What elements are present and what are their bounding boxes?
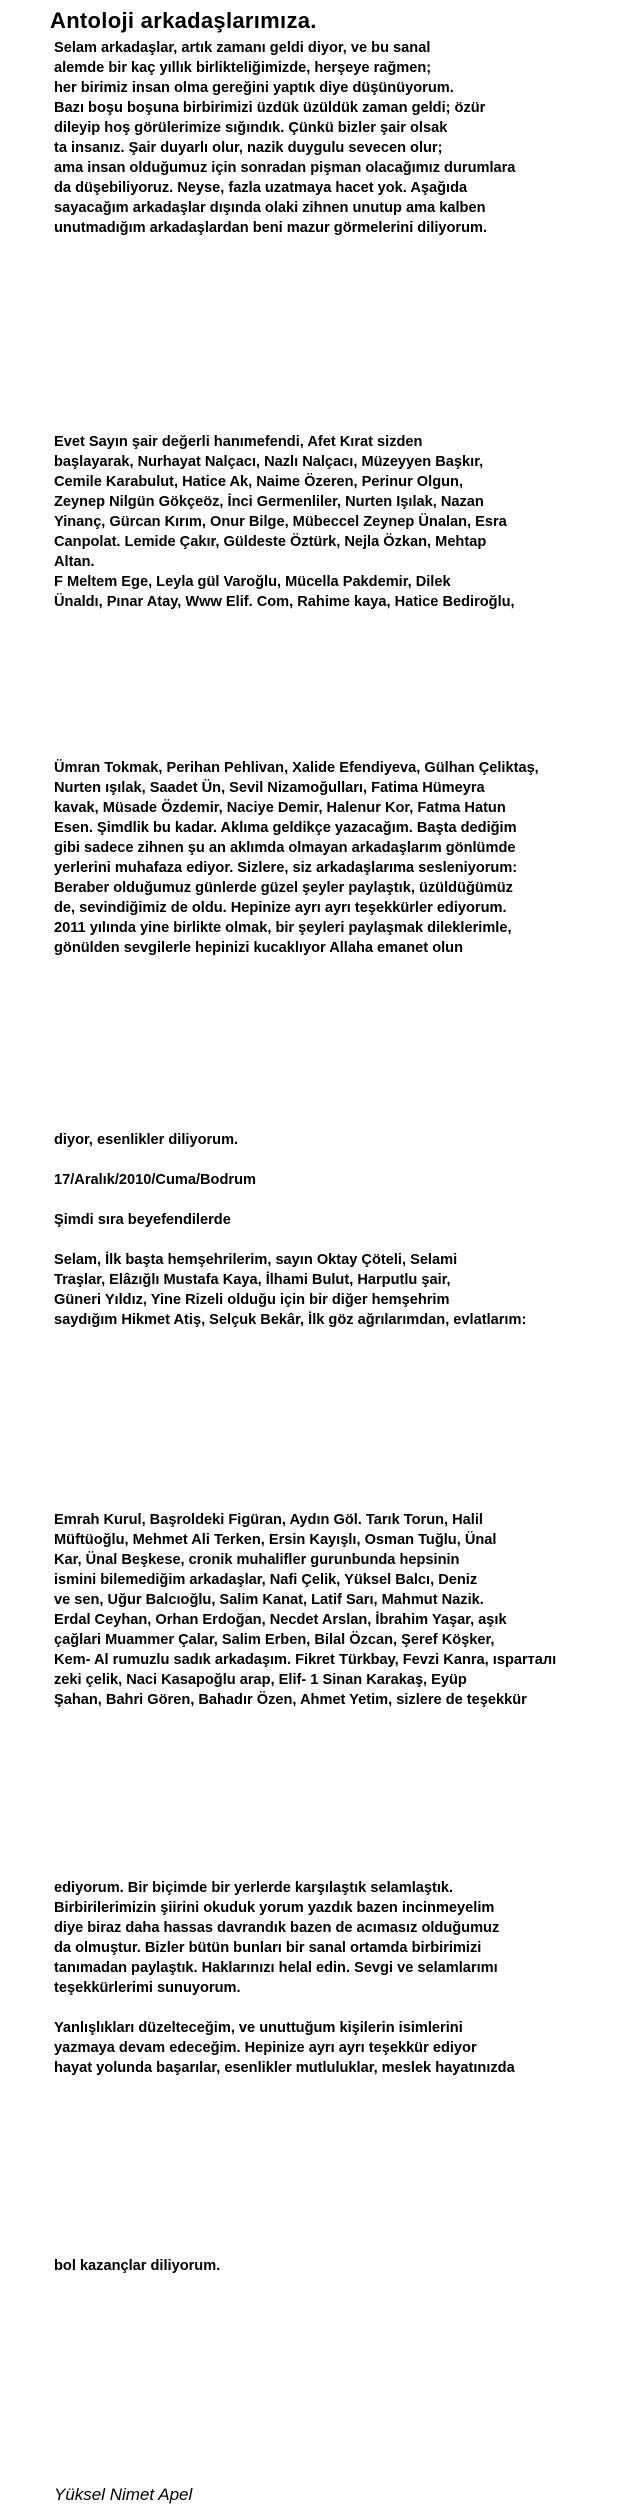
text-line: Erdal Ceyhan, Orhan Erdoğan, Necdet Arslan, İbrahim Yaşar, aşık xyxy=(54,1612,507,1628)
text-line: alemde bir kaç yıllık birlikteliğimizde, herşeye rağmen; xyxy=(54,60,432,76)
text-line: Birbirilerimizin şiirini okuduk yorum yazdık bazen incinmeyelim xyxy=(54,1900,495,1916)
text-line: hayat yolunda başarılar, esenlikler mutluluklar, meslek hayatınızda xyxy=(54,2060,515,2076)
text-line: da düşebiliyoruz. Neyse, fazla uzatmaya hacet yok. Aşağıda xyxy=(54,180,468,196)
text-line xyxy=(54,1998,630,2018)
text-line: Kar, Ünal Beşkese, cronik muhalifler gurunbunda hepsinin xyxy=(54,1552,460,1568)
text-line: ama insan olduğumuz için sonradan pişman olacağımız durumlara xyxy=(54,160,516,176)
text-line: her birimiz insan olma gereğini yaptık diye düşünüyorum. xyxy=(54,80,454,96)
text-line: Beraber olduğumuz günlerde güzel şeyler paylaştık, üzüldüğümüz xyxy=(54,880,513,896)
text-line: F Meltem Ege, Leyla gül Varoğlu, Mücella Pakdemir, Dilek xyxy=(54,574,451,590)
text-line: da olmuştur. Bizler bütün bunları bir sanal ortamda birbirimizi xyxy=(54,1940,482,1956)
text-line: de, sevindiğimiz de oldu. Hepinize ayrı ayrı teşekkürler ediyorum. xyxy=(54,900,507,916)
text-line: bol kazançlar diliyorum. xyxy=(54,2258,221,2274)
text-line: Evet Sayın şair değerli hanımefendi, Afet Kırat sizden xyxy=(54,434,423,450)
text-line xyxy=(54,1150,630,1170)
paragraph-intro xyxy=(54,38,630,238)
text-line: ta insanız. Şair duyarlı olur, nazik duygulu sevecen olur; xyxy=(54,140,443,156)
text-line: dileyip hoş görülerimize sığındık. Çünkü bizler şair olsak xyxy=(54,120,448,136)
paragraph-gentlemen-names xyxy=(54,1510,630,1710)
text-line: yazmaya devam edeceğim. Hepinize ayrı ayrı teşekkür ediyor xyxy=(54,2040,477,2056)
text-line: yerlerini muhafaza ediyor. Sizlere, siz arkadaşlarıma sesleniyorum: xyxy=(54,860,518,876)
text-line: 17/Aralık/2010/Cuma/Bodrum xyxy=(54,1172,256,1188)
text-line: Selam, İlk başta hemşehrilerim, sayın Oktay Çöteli, Selami xyxy=(54,1252,458,1268)
paragraph-thanks xyxy=(54,1878,630,2078)
text-line: sayacağım arkadaşlar dışında olaki zihnen unutup ama kalben xyxy=(54,200,486,216)
text-line: diyor, esenlikler diliyorum. xyxy=(54,1132,239,1148)
text-line: kavak, Müsade Özdemir, Naciye Demir, Halenur Kor, Fatma Hatun xyxy=(54,800,506,816)
text-line: Şimdi sıra beyefendilerde xyxy=(54,1212,231,1228)
text-line: Altan. xyxy=(54,554,95,570)
text-line: Müftüoğlu, Mehmet Ali Terken, Ersin Kayışlı, Osman Tuğlu, Ünal xyxy=(54,1532,497,1548)
text-line: unutmadığım arkadaşlardan beni mazur görmelerini diliyorum. xyxy=(54,220,488,236)
text-line xyxy=(54,1230,630,1250)
paragraph-closing xyxy=(54,2256,630,2276)
text-line: Traşlar, Elâzığlı Mustafa Kaya, İlhami Bulut, Harputlu şair, xyxy=(54,1272,451,1288)
text-line: saydığım Hikmet Atiş, Selçuk Bekâr, İlk göz ağrılarımdan, evlatlarım: xyxy=(54,1312,527,1328)
page-title: Antoloji arkadaşlarımıza. xyxy=(50,8,317,33)
paragraph-date-gentlemen xyxy=(54,1130,630,1330)
text-line: Ünaldı, Pınar Atay, Www Elif. Com, Rahime kaya, Hatice Bediroğlu, xyxy=(54,594,515,610)
text-line: gibi sadece zihnen şu an aklımda olmayan arkadaşlarım gönlümde xyxy=(54,840,516,856)
text-line: gönülden sevgilerle hepinizi kucaklıyor Allaha emanet olun xyxy=(54,940,463,956)
paragraph-ladies-2 xyxy=(54,758,630,958)
text-line: 2011 yılında yine birlikte olmak, bir şeyleri paylaşmak dileklerimle, xyxy=(54,920,512,936)
text-line: Nurten ışılak, Saadet Ün, Sevil Nizamoğulları, Fatima Hümeyra xyxy=(54,780,485,796)
text-line: çağlari Muammer Çalar, Salim Erben, Bilal Özcan, Şeref Köşker, xyxy=(54,1632,495,1648)
text-line: Güneri Yıldız, Yine Rizeli olduğu için bir diğer hemşehrim xyxy=(54,1292,450,1308)
text-line: Esen. Şimdlik bu kadar. Aklıma geldikçe yazacağım. Başta dediğim xyxy=(54,820,517,836)
paragraph-ladies-1 xyxy=(54,432,630,612)
text-line: Zeynep Nilgün Gökçeöz, İnci Germenliler, Nurten Işılak, Nazan xyxy=(54,494,484,510)
text-line: başlayarak, Nurhayat Nalçacı, Nazlı Nalçacı, Müzeyyen Başkır, xyxy=(54,454,484,470)
text-line: Yinanç, Gürcan Kırım, Onur Bilge, Mübeccel Zeynep Ünalan, Esra xyxy=(54,514,507,530)
text-line xyxy=(54,1190,630,1210)
text-line: tanımadan paylaştık. Haklarınızı helal edin. Sevgi ve selamlarımı xyxy=(54,1960,498,1976)
text-line: diye biraz daha hassas davrandık bazen de acımasız olduğumuz xyxy=(54,1920,500,1936)
text-line: ediyorum. Bir biçimde bir yerlerde karşılaştık selamlaştık. xyxy=(54,1880,454,1896)
text-line: Şahan, Bahri Gören, Bahadır Özen, Ahmet Yetim, sizlere de teşekkür xyxy=(54,1692,527,1708)
author-signature: Yüksel Nimet Apel xyxy=(54,2485,193,2504)
text-line: Kem- Al rumuzlu sadık arkadaşım. Fikret Türkbay, Fevzi Kanra, ısparталı xyxy=(54,1652,557,1668)
text-line: teşekkürlerimi sunuyorum. xyxy=(54,1980,241,1996)
text-line: zeki çelik, Naci Kasapoğlu arap, Elif- 1 Sinan Karakaş, Eyüp xyxy=(54,1672,467,1688)
text-line: Emrah Kurul, Başroldeki Figüran, Aydın Göl. Tarık Torun, Halil xyxy=(54,1512,483,1528)
text-line: Yanlışlıkları düzelteceğim, ve unuttuğum kişilerin isimlerini xyxy=(54,2020,463,2036)
text-line: Cemile Karabulut, Hatice Ak, Naime Özeren, Perinur Olgun, xyxy=(54,474,464,490)
text-line: Bazı boşu boşuna birbirimizi üzdük üzüldük zaman geldi; özür xyxy=(54,100,486,116)
text-line: ve sen, Uğur Balcıoğlu, Salim Kanat, Latif Sarı, Mahmut Nazik. xyxy=(54,1592,484,1608)
text-line: Selam arkadaşlar, artık zamanı geldi diyor, ve bu sanal xyxy=(54,40,431,56)
text-line: Canpolat. Lemide Çakır, Güldeste Öztürk, Nejla Özkan, Mehtap xyxy=(54,534,487,550)
text-line: ismini bilemediğim arkadaşlar, Nafi Çelik, Yüksel Balcı, Deniz xyxy=(54,1572,478,1588)
text-line: Ümran Tokmak, Perihan Pehlivan, Xalide Efendiyeva, Gülhan Çeliktaş, xyxy=(54,760,539,776)
